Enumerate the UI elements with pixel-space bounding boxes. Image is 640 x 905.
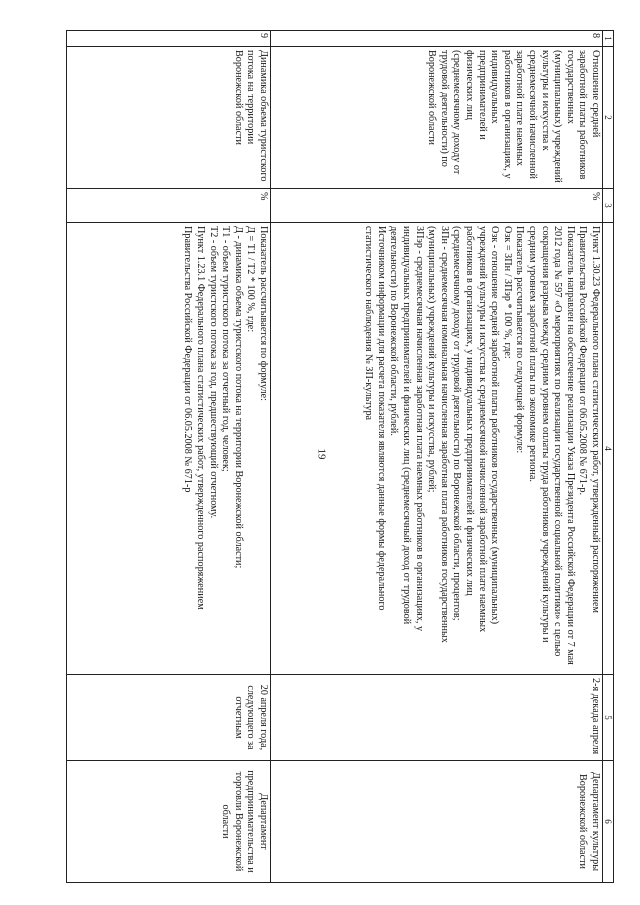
header-cell: 3 <box>603 189 614 223</box>
method-description <box>271 223 603 675</box>
unit: % <box>67 189 271 223</box>
method-line: Озк - отношение средней заработной платы работников государственных (муниципальных) учреждений культуры и искусства к среднемесячной начисленной заработной плате наемных работников в организациях, у индивидуальных предпринимателей и физических лиц (среднемесячному доходу от трудовой деятельности) по Воронежской области, процентов; <box>451 226 501 633</box>
indicator-name: Отношение средней заработной платы работников государственных (муниципальных) учреждений культуры и искусства к среднемесячной начисленной заработной плате наемных работников в организациях, у индивидуальных предпринимателей и физических лиц (среднемесячному доходу от трудовой деятельности) по Воронежской области <box>271 47 603 189</box>
header-cell: 2 <box>603 47 614 189</box>
table-header-row <box>603 31 614 883</box>
responsible-department: Департамент культуры Воронежской области <box>271 761 603 883</box>
method-line: Показатель рассчитывается по следующей формуле: <box>514 226 526 454</box>
method-line: Пункт 1.23.1 Федерального плана статистических работ, утвержденного распоряжением Правительства Российской Федерации от 06.05.2008 № 671-р <box>182 226 207 610</box>
method-description <box>67 223 271 675</box>
header-cell: 5 <box>603 675 614 761</box>
method-line: Показатель направлен на обеспечение реализации Указа Президента Российской Федерации от 7 мая 2012 года № 597 «О мероприятиях по реализации государственной социальной политики» с целью сокращения разрыва между средним уровнем оплаты труда работников учреждений культуры и средним уровнем заработной платы по экономике региона. <box>527 226 576 665</box>
method-line: Источником информации для расчета показателя являются данные формы федерального статистического наблюдения № ЗП-культура <box>363 226 387 611</box>
method-line: Т1 - объем туристского потока за отчетный год, человек; <box>220 226 232 472</box>
header-cell: 6 <box>603 761 614 883</box>
method-line: Пункт 1.30.23 Федерального плана статистических работ, утвержденный распоряжением Правительства Российской Федерации от 06.05.2008 № 671-р. <box>577 226 601 613</box>
method-line: ЗПэр - среднемесячная начисленная заработная плата наемных работников в организациях, у индивидуальных предпринимателей и физических лиц (среднемесячный доход от трудовой деятельности) по Воронежской области, рублей. <box>388 226 425 632</box>
method-line: Показатель рассчитывается по формуле: <box>258 226 269 401</box>
header-cell: 1 <box>603 31 614 47</box>
indicator-name: Динамика объема туристского потока на территории Воронежской области <box>67 47 271 189</box>
document-sheet <box>66 30 614 882</box>
row-number: 8 <box>271 31 603 47</box>
header-cell: 4 <box>603 223 614 675</box>
method-line: ЗПн - среднемесячная номинальная начисленная заработная плата работников государственных (муниципальных) учреждений культуры и искусства, рублей; <box>426 226 450 643</box>
responsible-department: Департамент предпринимательства и торговли Воронежской области <box>67 761 271 883</box>
method-line: Т2 - объем туристского потока за год, предшествующий отчетному. <box>207 226 219 519</box>
unit: % <box>271 189 603 223</box>
table-row <box>271 31 603 883</box>
page-number: 19 <box>315 448 328 460</box>
method-line: Озк = ЗПн / ЗПэр * 100 %, где: <box>501 226 513 359</box>
deadline: 2-я декада апреля <box>271 675 603 761</box>
table-row <box>67 31 271 883</box>
row-number: 9 <box>67 31 271 47</box>
method-line: Д - динамика объема туристского потока на территории Воронежской области; <box>232 226 244 569</box>
deadline: 20 апреля года, следующего за отчетным <box>67 675 271 761</box>
method-line: Д = Т1 / Т2 * 100 %, где: <box>245 226 257 333</box>
indicators-table <box>66 30 614 883</box>
